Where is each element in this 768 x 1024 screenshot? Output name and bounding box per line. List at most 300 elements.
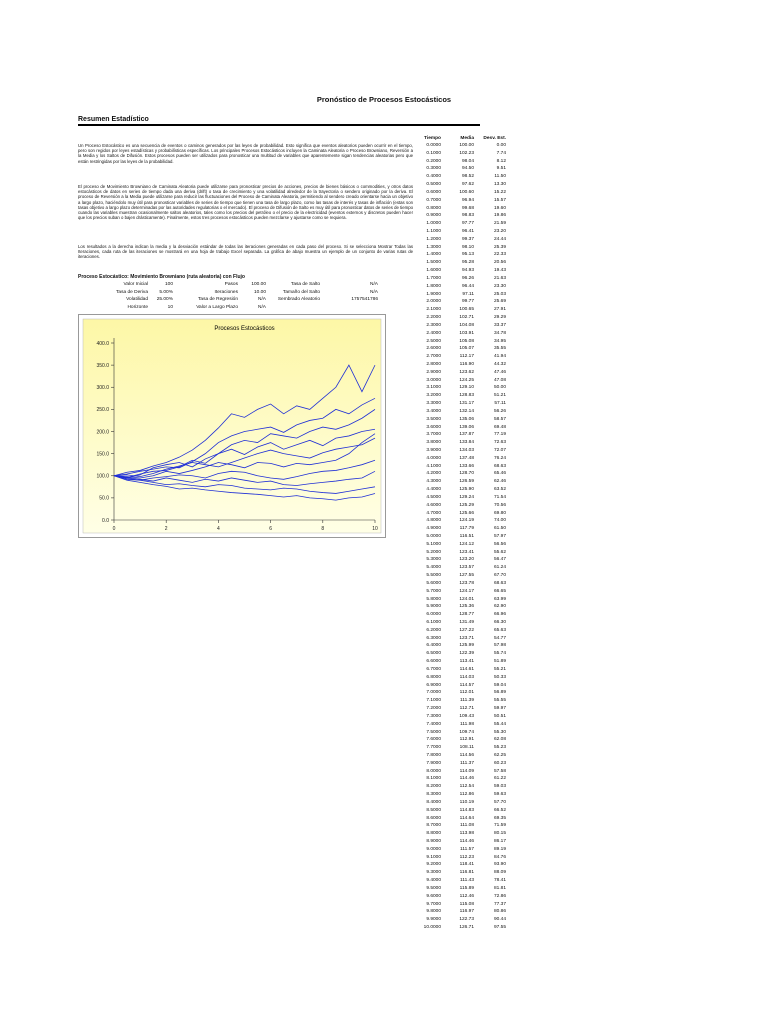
table-cell: 6.3000	[426, 635, 441, 641]
table-cell: 54.77	[493, 635, 506, 641]
table-cell: 96.94	[461, 197, 474, 203]
page-title: Pronóstico de Procesos Estocásticos	[316, 95, 452, 104]
table-cell: 112.46	[459, 893, 474, 899]
table-cell: 19.43	[493, 268, 506, 274]
param-value: N/A	[370, 289, 378, 295]
table-cell: 1.9000	[426, 291, 441, 297]
table-cell: 1.4000	[426, 252, 441, 258]
table-cell: 66.65	[493, 588, 506, 594]
table-cell: 3.3000	[426, 401, 441, 407]
table-cell: 126.59	[459, 479, 474, 485]
table-cell: 111.98	[460, 721, 474, 727]
table-cell: 8.9000	[426, 838, 441, 844]
table-cell: 112.23	[459, 854, 474, 860]
param-value: 100	[164, 282, 173, 287]
table-cell: 50.51	[493, 713, 506, 719]
y-tick-label: 0.0	[102, 517, 109, 524]
param-value: 100.00	[251, 282, 266, 287]
x-tick-label: 2	[164, 526, 168, 532]
table-cell: 113.98	[459, 831, 474, 837]
table-cell: 8.4000	[426, 799, 441, 805]
process-title: Proceso Estocástico: Movimiento Browniano (ruta aleatoria) con Flujo	[78, 274, 245, 280]
table-cell: 108.11	[459, 745, 474, 751]
table-cell: 96.26	[461, 275, 474, 281]
table-cell: 57.70	[493, 799, 506, 805]
table-header-1: Tiempo	[424, 136, 441, 141]
table-cell: 5.8000	[426, 596, 441, 602]
chart-title: Procesos Estocásticos	[214, 326, 275, 332]
table-cell: 5.4000	[426, 565, 441, 571]
param-label: Sembrado Aleatorio	[277, 297, 320, 303]
table-cell: 97.62	[461, 182, 474, 188]
table-cell: 96.44	[461, 283, 474, 289]
table-cell: 3.8000	[426, 440, 441, 446]
table-cell: 7.8000	[426, 752, 441, 758]
table-cell: 95.13	[461, 252, 474, 258]
table-cell: 98.10	[461, 244, 474, 250]
table-cell: 134.03	[459, 447, 474, 453]
brownian-paragraph: El proceso de Movimiento Browniano de Caminata Aleatoria puede utilizarse para pronosticar precios de acciones, precios de bienes básicos o commodities, y otros datos estocásticos de datos en series de tiempo dada una deriva (drift) o tasa de crecimiento y una volatilidad alrededor de la trayectoria o sendero originado por la deriva. El proceso de Reversión a la Media puede utilizarse para reducir las fluctuaciones del Proceso de Caminata Aleatoria, permitiendo al sendero creado orientarse hacia un objetivo a largo plazo, haciéndolo muy útil para pronosticar variables de series de tiempo que tienen una tasa de largo plazo, como las tasas de interés y tasas de inflación (estas son tasas objetivo a largo plazo determinadas por las autoridades regulatorias o el mercado). El proceso de Difusión de Salto es muy útil para pronosticar datos de series de tiempo cuando las variables muestran ocasionalmente saltos aleatorios, tales como los precios del petróleo o el precio de la electricidad (eventos externos y discretos pueden hacer que los precios suban o bajen drásticamente). Finalmente, estos tres procesos estocásticos pueden mezclarse y ajustarse como se requiera.	[78, 184, 413, 221]
table-cell: 116.81	[459, 870, 474, 876]
param-label: Pasos	[224, 282, 238, 287]
table-cell: 56.56	[493, 541, 506, 547]
table-cell: 4.9000	[426, 526, 441, 532]
table-cell: 77.19	[493, 432, 506, 438]
table-cell: 0.00	[496, 143, 506, 148]
table-cell: 0.6000	[426, 189, 441, 195]
table-cell: 69.35	[493, 815, 506, 821]
table-cell: 115.08	[459, 901, 474, 907]
table-cell: 127.55	[459, 573, 474, 579]
table-cell: 50.33	[493, 674, 506, 680]
table-cell: 1.3000	[426, 244, 441, 250]
table-cell: 4.6000	[426, 502, 441, 508]
table-cell: 125.99	[459, 643, 474, 649]
table-cell: 57.98	[493, 643, 506, 649]
table-cell: 111.37	[460, 760, 474, 766]
table-cell: 69.48	[493, 424, 506, 430]
table-cell: 95.28	[461, 260, 474, 266]
table-cell: 9.8000	[426, 909, 441, 915]
table-cell: 93.90	[493, 862, 506, 868]
table-cell: 56.26	[493, 408, 506, 414]
table-cell: 3.4000	[426, 408, 441, 414]
table-cell: 125.90	[459, 487, 474, 493]
table-cell: 111.43	[460, 878, 474, 884]
table-cell: 131.17	[459, 401, 474, 407]
y-tick-label: 150.0	[96, 451, 109, 458]
table-cell: 9.51	[496, 166, 506, 172]
table-cell: 2.4000	[426, 330, 441, 336]
y-tick-label: 100.0	[96, 473, 109, 480]
table-cell: 21.59	[493, 221, 506, 227]
table-cell: 11.50	[494, 174, 506, 180]
table-cell: 98.83	[461, 213, 474, 219]
table-cell: 5.6000	[426, 580, 441, 586]
table-cell: 100.00	[459, 143, 474, 148]
param-label: Valor Inicial	[123, 282, 148, 287]
table-cell: 100.60	[459, 189, 474, 195]
table-cell: 139.06	[459, 424, 474, 430]
table-cell: 7.7000	[426, 745, 441, 751]
table-cell: 59.63	[493, 792, 506, 798]
table-cell: 133.66	[459, 463, 474, 469]
table-cell: 123.41	[459, 549, 474, 555]
param-value: 10	[167, 304, 173, 310]
table-cell: 68.63	[493, 463, 506, 469]
table-cell: 62.90	[493, 604, 506, 610]
table-cell: 127.22	[459, 627, 474, 633]
table-cell: 129.10	[459, 385, 474, 391]
table-cell: 51.89	[493, 659, 506, 665]
param-label: Tasa de Salto	[290, 282, 320, 287]
table-cell: 89.19	[493, 846, 506, 852]
table-cell: 124.25	[459, 377, 474, 383]
table-cell: 111.08	[460, 823, 474, 829]
table-cell: 61.50	[493, 526, 506, 532]
table-cell: 99.37	[461, 236, 474, 242]
table-cell: 98.04	[461, 158, 474, 164]
table-cell: 116.51	[459, 534, 474, 539]
param-value: 5.00%	[159, 289, 173, 295]
table-cell: 112.54	[459, 784, 474, 790]
table-cell: 105.08	[459, 338, 474, 344]
table-cell: 135.06	[459, 416, 474, 422]
table-cell: 55.21	[493, 666, 506, 672]
table-cell: 9.3000	[426, 870, 441, 876]
param-value: 1757541786	[351, 297, 378, 303]
table-cell: 0.4000	[426, 174, 441, 180]
table-cell: 2.2000	[426, 315, 441, 321]
table-cell: 6.2000	[426, 627, 441, 633]
table-cell: 112.01	[459, 690, 474, 696]
table-cell: 110.19	[459, 799, 474, 805]
table-cell: 9.4000	[426, 878, 441, 884]
table-cell: 3.6000	[426, 424, 441, 430]
table-cell: 66.30	[493, 620, 506, 626]
param-label: Valor a Largo Plazo	[196, 304, 238, 310]
table-cell: 6.4000	[426, 643, 441, 649]
table-cell: 112.86	[459, 792, 474, 798]
table-cell: 25.39	[493, 244, 506, 250]
table-cell: 3.1000	[426, 385, 441, 391]
table-cell: 3.9000	[426, 447, 441, 453]
table-cell: 114.46	[459, 838, 474, 844]
table-cell: 114.57	[459, 682, 474, 688]
table-cell: 41.94	[493, 354, 506, 360]
table-cell: 55.62	[493, 549, 506, 555]
table-cell: 114.46	[459, 776, 474, 782]
table-cell: 5.0000	[426, 534, 441, 539]
table-cell: 114.56	[459, 752, 474, 758]
table-cell: 23.20	[493, 229, 506, 235]
table-cell: 65.63	[493, 627, 506, 633]
table-cell: 7.2000	[426, 706, 441, 712]
table-cell: 7.5000	[426, 729, 441, 735]
stochastic-chart	[79, 315, 385, 537]
table-cell: 3.0000	[426, 377, 441, 383]
y-tick-label: 250.0	[96, 407, 109, 414]
table-cell: 66.52	[493, 807, 506, 813]
table-cell: 104.08	[459, 322, 474, 328]
table-cell: 132.14	[459, 408, 474, 414]
table-header-3: Desv. Est.	[483, 136, 506, 141]
table-cell: 8.5000	[426, 807, 441, 813]
table-cell: 4.1000	[426, 463, 441, 469]
table-cell: 0.5000	[426, 182, 441, 188]
table-cell: 7.9000	[426, 760, 441, 766]
table-cell: 34.95	[493, 338, 506, 344]
y-tick-label: 200.0	[96, 429, 109, 436]
param-value: N/A	[258, 304, 266, 310]
table-cell: 105.07	[459, 346, 474, 352]
table-cell: 15.22	[493, 189, 506, 195]
table-cell: 7.6000	[426, 737, 441, 743]
table-cell: 102.71	[459, 315, 474, 321]
table-cell: 56.89	[493, 690, 506, 696]
table-cell: 97.11	[462, 291, 474, 297]
table-cell: 128.83	[459, 393, 474, 399]
table-cell: 59.03	[493, 784, 506, 790]
results-paragraph: Los resultados a la derecha indican la media y la desviación estándar de todas las iteraciones generadas en cada paso del proceso. Si se selecciona Mostrar Todas las Iteraciones, cada ruta de las iteraciones se mostrará en una hoja de trabajo Excel separada. La gráfica de abajo muestra un ejemplo de un conjunto de varias rutas de iteraciones.	[78, 244, 413, 260]
table-cell: 62.25	[493, 752, 506, 758]
table-cell: 109.74	[459, 729, 474, 735]
table-cell: 84.76	[493, 854, 506, 860]
table-cell: 90.44	[493, 917, 506, 923]
table-cell: 5.1000	[426, 541, 441, 547]
table-cell: 0.3000	[426, 166, 441, 172]
table-cell: 109.43	[459, 713, 474, 719]
table-cell: 7.74	[496, 150, 506, 156]
y-tick-label: 400.0	[96, 340, 109, 347]
table-cell: 111.39	[460, 698, 474, 704]
x-tick-label: 4	[217, 526, 220, 532]
table-cell: 20.56	[493, 260, 506, 266]
table-cell: 114.61	[459, 666, 474, 672]
table-cell: 115.89	[459, 885, 474, 891]
param-value: N/A	[258, 297, 266, 303]
table-cell: 29.29	[493, 315, 506, 321]
table-header-2: Media	[460, 136, 474, 141]
table-cell: 8.0000	[426, 768, 441, 774]
section-heading: Resumen Estadístico	[78, 116, 149, 123]
table-cell: 112.71	[459, 706, 474, 712]
table-cell: 81.81	[493, 885, 506, 891]
param-label: Horizonte	[127, 304, 148, 310]
table-cell: 102.23	[459, 150, 474, 156]
table-cell: 4.8000	[426, 518, 441, 524]
table-cell: 61.22	[493, 776, 506, 782]
table-cell: 128.77	[459, 612, 474, 618]
table-cell: 4.3000	[426, 479, 441, 485]
table-cell: 113.41	[459, 659, 474, 665]
table-cell: 114.83	[459, 807, 474, 813]
table-cell: 6.7000	[426, 666, 441, 672]
table-cell: 8.8000	[426, 831, 441, 837]
table-cell: 4.7000	[426, 510, 441, 516]
table-cell: 10.0000	[423, 925, 441, 930]
table-cell: 0.0000	[426, 143, 441, 148]
table-cell: 65.46	[493, 471, 506, 477]
table-cell: 63.52	[493, 487, 506, 493]
table-cell: 62.08	[493, 737, 506, 743]
table-cell: 125.36	[459, 604, 474, 610]
table-cell: 19.86	[493, 213, 506, 219]
table-cell: 9.2000	[426, 862, 441, 868]
table-cell: 9.7000	[426, 901, 441, 907]
x-tick-label: 10	[372, 526, 378, 532]
table-cell: 6.9000	[426, 682, 441, 688]
table-cell: 71.54	[493, 494, 506, 500]
table-cell: 103.91	[459, 330, 474, 336]
table-cell: 7.1000	[426, 698, 441, 704]
table-cell: 94.50	[461, 166, 474, 172]
table-cell: 1.2000	[426, 236, 441, 242]
table-cell: 4.5000	[426, 494, 441, 500]
table-cell: 2.0000	[426, 299, 441, 305]
table-cell: 62.46	[493, 479, 506, 485]
param-label: Volatilidad	[126, 297, 148, 303]
table-cell: 133.84	[459, 440, 474, 446]
table-cell: 72.86	[493, 893, 506, 899]
table-cell: 123.62	[459, 369, 474, 375]
table-cell: 5.2000	[426, 549, 441, 555]
table-cell: 125.66	[459, 510, 474, 516]
table-cell: 123.71	[459, 635, 474, 641]
table-cell: 116.97	[459, 909, 474, 915]
table-cell: 114.64	[459, 815, 474, 821]
table-cell: 114.03	[459, 674, 474, 680]
table-cell: 77.37	[493, 901, 506, 907]
intro-paragraph: Un Proceso Estocástico es una secuencia de eventos o caminos generados por las leyes de probabilidad. Esto significa que eventos aleatorios pueden ocurrir en el tiempo, pero son regidos por leyes estadísticas y probabilísticas específicas. Los principales Procesos Estocásticos incluyen la Caminata Aleatoria o Proceso Browniano, Reversión a la Media y los Saltos de Difusión. Estos procesos pueden ser utilizados para pronosticar una multitud de variables que aparentemente sigan tendencias aleatorias pero que están restringidas por las leyes de la probabilidad.	[78, 143, 413, 164]
table-cell: 97.55	[493, 925, 506, 930]
table-cell: 1.6000	[426, 268, 441, 274]
table-cell: 47.08	[493, 377, 506, 383]
table-cell: 94.93	[461, 268, 474, 274]
table-cell: 63.99	[493, 596, 506, 602]
table-cell: 0.9000	[426, 213, 441, 219]
table-cell: 1.0000	[426, 221, 441, 227]
table-cell: 80.86	[493, 909, 506, 915]
table-cell: 55.30	[493, 729, 506, 735]
table-cell: 69.80	[493, 510, 506, 516]
table-cell: 1.7000	[426, 275, 441, 281]
x-tick-label: 0	[112, 526, 116, 532]
table-cell: 3.2000	[426, 393, 441, 399]
table-cell: 100.65	[459, 307, 474, 313]
table-cell: 72.63	[493, 440, 506, 446]
table-cell: 6.1000	[426, 620, 441, 626]
table-cell: 44.32	[493, 361, 506, 367]
table-cell: 8.6000	[426, 815, 441, 821]
table-cell: 13.30	[493, 182, 506, 188]
table-cell: 6.8000	[426, 674, 441, 680]
param-label: Tamaño del Salto	[282, 289, 320, 295]
table-cell: 5.7000	[426, 588, 441, 594]
table-cell: 57.11	[494, 401, 506, 407]
table-cell: 1.5000	[426, 260, 441, 266]
table-cell: 21.63	[493, 275, 506, 281]
table-cell: 23.30	[493, 283, 506, 289]
table-cell: 4.0000	[426, 455, 441, 461]
table-cell: 47.46	[493, 369, 506, 375]
table-cell: 122.39	[459, 651, 474, 657]
table-cell: 27.91	[493, 307, 506, 313]
table-cell: 112.17	[459, 354, 474, 360]
table-cell: 22.33	[493, 252, 506, 258]
table-cell: 15.57	[493, 197, 506, 203]
chart-frame	[78, 314, 386, 538]
table-cell: 0.2000	[426, 158, 441, 164]
table-cell: 55.55	[493, 698, 506, 704]
table-cell: 1.8000	[426, 283, 441, 289]
param-value: N/A	[370, 282, 378, 287]
table-cell: 58.57	[493, 416, 506, 422]
y-tick-label: 350.0	[96, 362, 109, 369]
table-cell: 76.24	[493, 455, 506, 461]
table-cell: 88.09	[493, 870, 506, 876]
table-cell: 55.44	[493, 721, 506, 727]
table-cell: 99.68	[461, 205, 474, 211]
y-tick-label: 50.0	[99, 495, 109, 502]
table-cell: 124.12	[459, 541, 474, 547]
table-cell: 71.59	[493, 823, 506, 829]
table-cell: 7.0000	[426, 690, 441, 696]
table-cell: 2.1000	[426, 307, 441, 313]
table-cell: 5.9000	[426, 604, 441, 610]
table-cell: 74.00	[493, 518, 506, 524]
table-cell: 118.41	[459, 862, 474, 868]
table-cell: 6.6000	[426, 659, 441, 665]
table-cell: 124.19	[459, 518, 474, 524]
table-cell: 55.23	[493, 745, 506, 751]
table-cell: 114.09	[459, 768, 474, 774]
table-cell: 131.49	[459, 620, 474, 626]
table-cell: 0.1000	[426, 150, 441, 156]
table-cell: 97.77	[461, 221, 474, 227]
param-label: Iteraciones	[214, 289, 238, 295]
table-cell: 57.58	[493, 768, 506, 774]
table-cell: 24.44	[493, 236, 506, 242]
table-cell: 3.7000	[426, 432, 441, 438]
table-cell: 137.48	[459, 455, 474, 461]
table-cell: 98.52	[461, 174, 474, 180]
table-cell: 3.5000	[426, 416, 441, 422]
table-cell: 96.41	[461, 229, 474, 235]
table-cell: 2.3000	[426, 322, 441, 328]
table-cell: 4.4000	[426, 487, 441, 493]
table-cell: 51.21	[493, 393, 506, 399]
table-cell: 5.5000	[426, 573, 441, 579]
table-cell: 129.24	[459, 494, 474, 500]
table-cell: 124.01	[459, 596, 474, 602]
table-cell: 50.00	[493, 385, 506, 391]
table-cell: 137.87	[459, 432, 474, 438]
param-label: Tasa de Regresión	[198, 297, 238, 303]
table-cell: 128.70	[459, 471, 474, 477]
table-cell: 2.7000	[426, 354, 441, 360]
table-cell: 2.6000	[426, 346, 441, 352]
table-cell: 35.55	[493, 346, 506, 352]
table-cell: 117.79	[459, 526, 474, 532]
table-cell: 2.8000	[426, 361, 441, 367]
table-cell: 116.90	[459, 361, 474, 367]
table-cell: 7.4000	[426, 721, 441, 727]
table-cell: 7.3000	[426, 713, 441, 719]
table-cell: 125.29	[459, 502, 474, 508]
param-value: 10.00	[253, 289, 266, 295]
plot-background	[83, 319, 381, 533]
